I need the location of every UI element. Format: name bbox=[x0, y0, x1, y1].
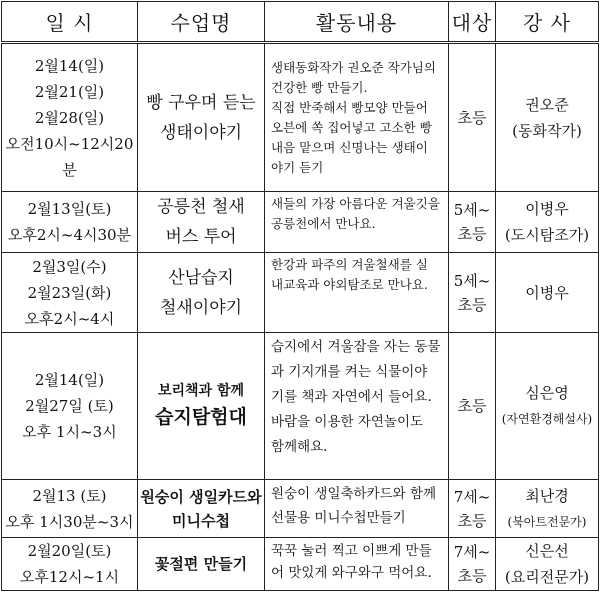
table-row bbox=[2, 43, 599, 192]
class-title-cell: 원숭이 생일카드와 미니수첩 bbox=[138, 480, 265, 538]
header-class-name: 수업명 bbox=[138, 2, 265, 43]
target-cell: 5세~ 초등 bbox=[449, 253, 496, 333]
teacher-cell: 최난경 (북아트전문가) bbox=[496, 480, 599, 538]
target-cell: 7세~ 초등 bbox=[449, 480, 496, 538]
header-date: 일 시 bbox=[2, 2, 138, 43]
table-row bbox=[2, 192, 599, 253]
date-cell: 2월13 (토) 오후 1시30분~3시 bbox=[2, 480, 138, 538]
table-row bbox=[2, 480, 599, 538]
teacher-cell: 이병우 bbox=[496, 253, 599, 333]
activity-cell: 새들의 가장 아름다운 겨울깃을 공릉천에서 만나요. bbox=[265, 192, 449, 253]
header-teacher: 강 사 bbox=[496, 2, 599, 43]
target-cell: 초등 bbox=[449, 333, 496, 480]
class-title-cell: 보리책과 함께 습지탐험대 bbox=[138, 333, 265, 480]
date-cell: 2월14(일) 2월27일 (토) 오후 1시~3시 bbox=[2, 333, 138, 480]
date-cell: 2월14(일) 2월21(일) 2월28(일) 오전10시~12시20분 bbox=[2, 43, 138, 192]
class-title-cell: 꽃절편 만들기 bbox=[138, 538, 265, 591]
class-title-cell: 산남습지 철새이야기 bbox=[138, 253, 265, 333]
target-cell: 5세~ 초등 bbox=[449, 192, 496, 253]
table-row bbox=[2, 538, 599, 591]
date-cell: 2월20일(토) 오후12시~1시 bbox=[2, 538, 138, 591]
target-cell: 초등 bbox=[449, 43, 496, 192]
date-cell: 2월3일(수) 2월23일(화) 오후2시~4시 bbox=[2, 253, 138, 333]
teacher-cell: 신은선 (요리전문가) bbox=[496, 538, 599, 591]
date-cell: 2월13일(토) 오후2시~4시30분 bbox=[2, 192, 138, 253]
teacher-cell: 권오준 (동화작가) bbox=[496, 43, 599, 192]
teacher-cell: 심은영 (자연환경해설사) bbox=[496, 333, 599, 480]
activity-cell: 생태동화작가 권오준 작가님의 건강한 빵 만들기. 직접 반죽해서 빵모양 만들어 오븐에 쏙 집어넣고 고소한 빵 내음 맡으며 신명나는 생태이 야기 듣기 bbox=[265, 43, 449, 192]
class-title-cell: 빵 구우며 듣는 생태이야기 bbox=[138, 43, 265, 192]
class-title-cell: 공릉천 철새 버스 투어 bbox=[138, 192, 265, 253]
header-activity: 활동내용 bbox=[265, 2, 449, 43]
table-row bbox=[2, 333, 599, 480]
schedule-table bbox=[1, 1, 599, 591]
table-row bbox=[2, 253, 599, 333]
target-cell: 7세~ 초등 bbox=[449, 538, 496, 591]
activity-cell: 꾹꾹 눌러 찍고 이쁘게 만들 어 맛있게 와구와구 먹어요. bbox=[265, 538, 449, 591]
activity-cell: 원숭이 생일축하카드와 함께 선물용 미니수첩만들기 bbox=[265, 480, 449, 538]
activity-cell: 습지에서 겨울잠을 자는 동물 과 기지개를 켜는 식물이야 기를 책과 자연에서 들어요. 바람을 이용한 자연놀이도 함께해요. bbox=[265, 333, 449, 480]
activity-cell: 한강과 파주의 겨울철새를 실 내교육과 야외탐조로 만나요. bbox=[265, 253, 449, 333]
teacher-cell: 이병우 (도시탐조가) bbox=[496, 192, 599, 253]
header-target: 대상 bbox=[449, 2, 496, 43]
header-row bbox=[2, 2, 599, 43]
